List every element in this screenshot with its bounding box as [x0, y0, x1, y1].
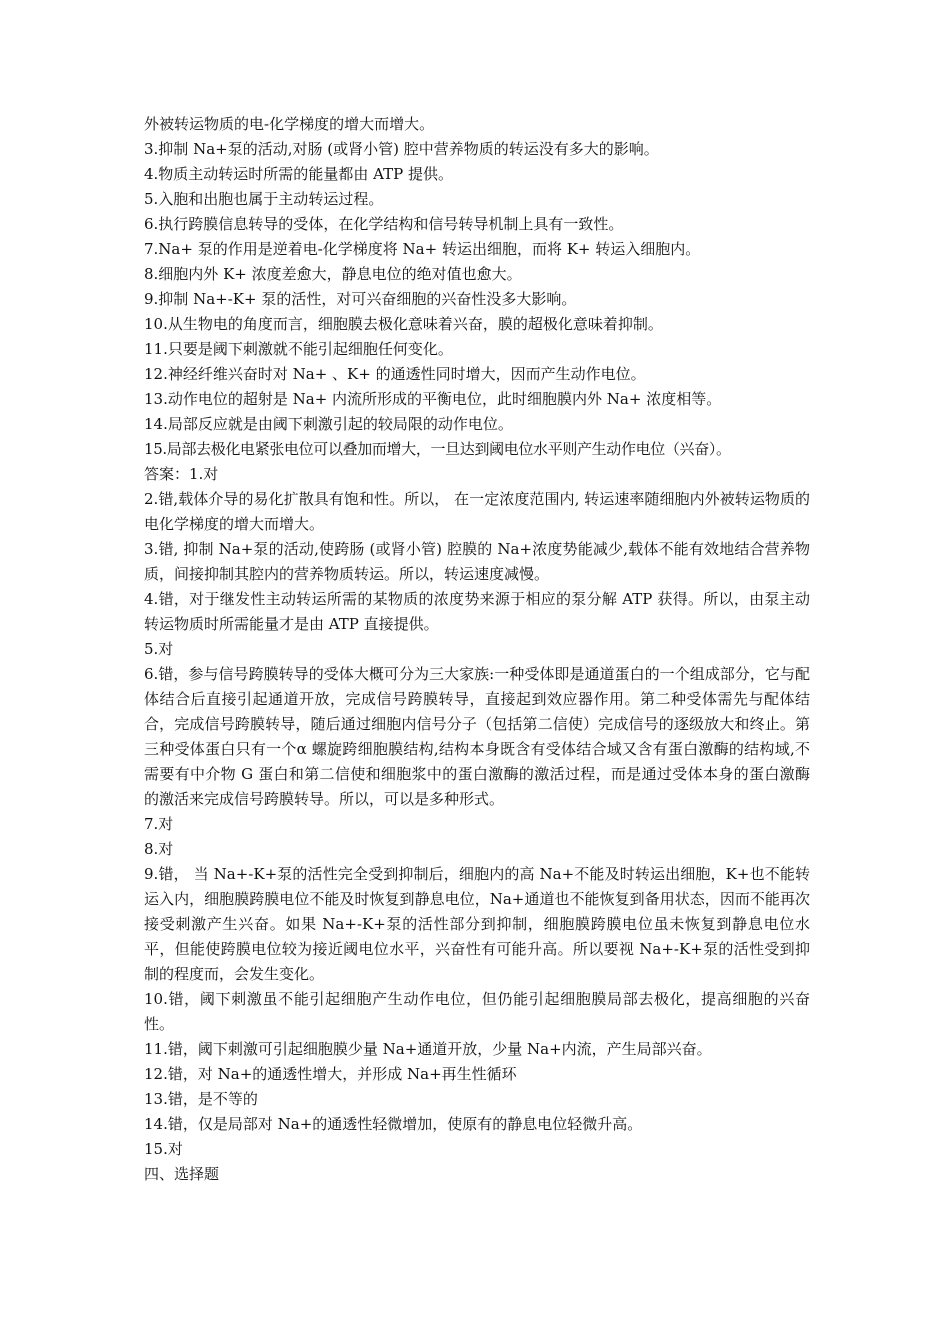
answer-9: 9.错， 当 Na+-K+泵的活性完全受到抑制后，细胞内的高 Na+不能及时转运出细胞，K+也不能转运入内，细胞膜跨膜电位不能及时恢复到静息电位，Na+通道也不能恢复到备用状态，因而不能再次接受刺激产生兴奋。如果 Na+-K+泵的活性部分到抑制，细胞膜跨膜电位虽未恢复到静息电位水平，但能使跨膜电位较为接近阈电位水平，兴奋性有可能升高。所以要视 Na+-K+泵的活性受到抑制的程度而，会发生变化。 [144, 865, 810, 983]
document-page [144, 112, 810, 1187]
statement-4: 4.物质主动转运时所需的能量都由 ATP 提供。 [144, 165, 453, 183]
statement-13: 13.动作电位的超射是 Na+ 内流所形成的平衡电位，此时细胞膜内外 Na+ 浓度相等。 [144, 390, 722, 408]
answer-2: 2.错,载体介导的易化扩散具有饱和性。所以， 在一定浓度范围内, 转运速率随细胞内外被转运物质的电化学梯度的增大而增大。 [144, 490, 810, 533]
answer-7: 7.对 [144, 815, 174, 833]
answer-10: 10.错，阈下刺激虽不能引起细胞产生动作电位，但仍能引起细胞膜局部去极化，提高细胞的兴奋性。 [144, 990, 810, 1033]
statement-10: 10.从生物电的角度而言，细胞膜去极化意味着兴奋，膜的超极化意味着抑制。 [144, 315, 663, 333]
statement-7: 7.Na+ 泵的作用是逆着电-化学梯度将 Na+ 转运出细胞，而将 K+ 转运入细胞内。 [144, 240, 701, 258]
statement-8: 8.细胞内外 K+ 浓度差愈大，静息电位的绝对值也愈大。 [144, 265, 522, 283]
statement-6: 6.执行跨膜信息转导的受体，在化学结构和信号转导机制上具有一致性。 [144, 215, 624, 233]
section-heading: 四、选择题 [144, 1165, 220, 1183]
statement-12: 12.神经纤维兴奋时对 Na+ 、K+ 的通透性同时增大，因而产生动作电位。 [144, 365, 646, 383]
answer-13: 13.错，是不等的 [144, 1090, 258, 1108]
statement-9: 9.抑制 Na+-K+ 泵的活性，对可兴奋细胞的兴奋性没多大影响。 [144, 290, 577, 308]
answer-11: 11.错，阈下刺激可引起细胞膜少量 Na+通道开放，少量 Na+内流，产生局部兴奋。 [144, 1040, 712, 1058]
answer-5: 5.对 [144, 640, 174, 658]
statement-5: 5.入胞和出胞也属于主动转运过程。 [144, 190, 384, 208]
statement-14: 14.局部反应就是由阈下刺激引起的较局限的动作电位。 [144, 415, 513, 433]
answer-1: 答案：1.对 [144, 465, 219, 483]
answer-12: 12.错，对 Na+的通透性增大，并形成 Na+再生性循环 [144, 1065, 517, 1083]
answer-6: 6.错，参与信号跨膜转导的受体大概可分为三大家族:一种受体即是通道蛋白的一个组成部分，它与配体结合后直接引起通道开放，完成信号跨膜转导，直接起到效应器作用。第二种受体需先与配体结合，完成信号跨膜转导，随后通过细胞内信号分子（包括第二信使）完成信号的逐级放大和终止。第三种受体蛋白只有一个α 螺旋跨细胞膜结构,结构本身既含有受体结合域又含有蛋白激酶的结构域,不需要有中介物 G 蛋白和第二信使和细胞浆中的蛋白激酶的激活过程，而是通过受体本身的蛋白激酶的激活来完成信号跨膜转导。所以，可以是多种形式。 [144, 665, 810, 808]
answer-8: 8.对 [144, 840, 174, 858]
statement-2-continuation: 外被转运物质的电-化学梯度的增大而增大。 [144, 115, 435, 133]
answer-3: 3.错, 抑制 Na+泵的活动,使跨肠 (或肾小管) 腔膜的 Na+浓度势能减少,载体不能有效地结合营养物质，间接抑制其腔内的营养物质转运。所以，转运速度减慢。 [144, 540, 810, 583]
answer-15: 15.对 [144, 1140, 183, 1158]
statement-3: 3.抑制 Na+泵的活动,对肠 (或肾小管) 腔中营养物质的转运没有多大的影响。 [144, 140, 659, 158]
answer-4: 4.错，对于继发性主动转运所需的某物质的浓度势来源于相应的泵分解 ATP 获得。所以，由泵主动转运物质时所需能量才是由 ATP 直接提供。 [144, 590, 810, 633]
answer-14: 14.错，仅是局部对 Na+的通透性轻微增加，使原有的静息电位轻微升高。 [144, 1115, 643, 1133]
statement-15: 15.局部去极化电紧张电位可以叠加而增大，一旦达到阈电位水平则产生动作电位（兴奋）。 [144, 440, 731, 458]
statement-11: 11.只要是阈下刺激就不能引起细胞任何变化。 [144, 340, 453, 358]
